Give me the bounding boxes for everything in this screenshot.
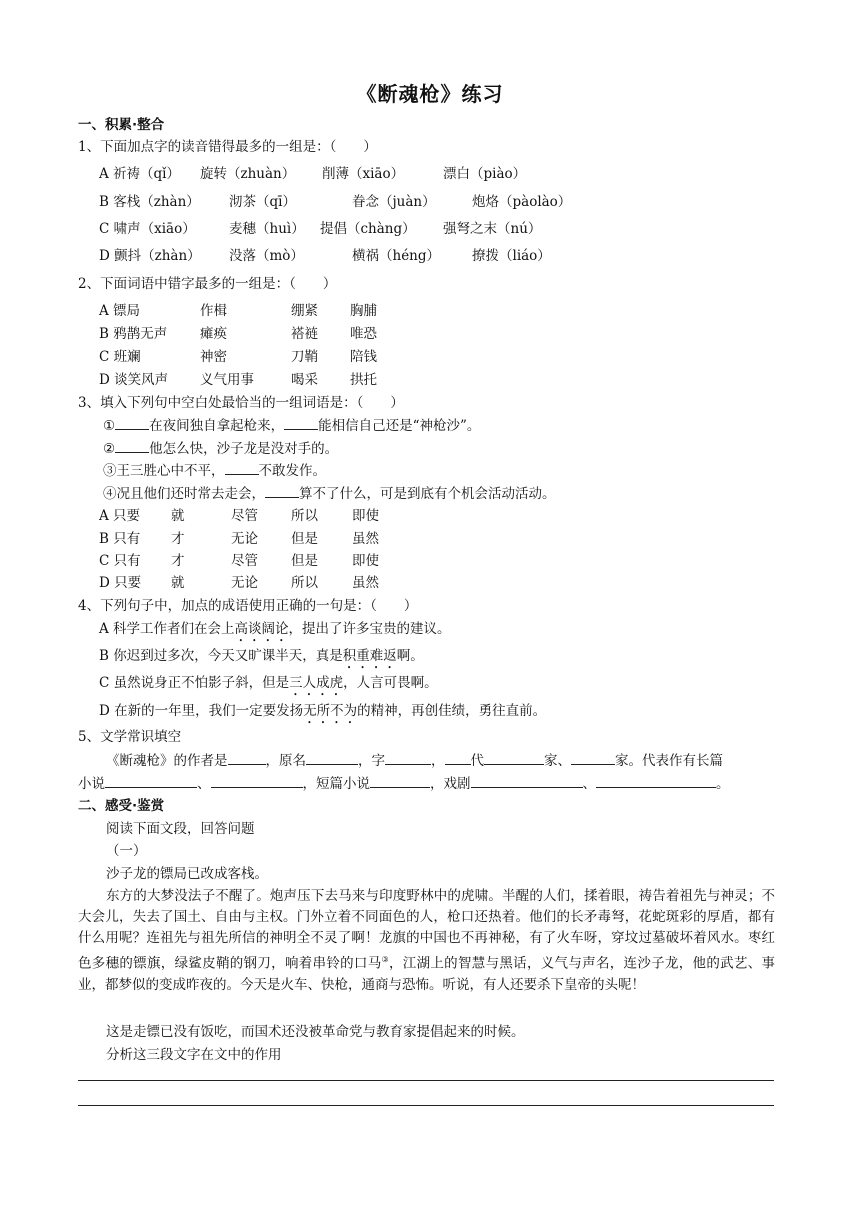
blank (284, 415, 318, 430)
blank (596, 773, 716, 788)
blank (306, 750, 358, 765)
q2-a-2: 作楫 (200, 303, 227, 319)
q3-a-4: 所以 (291, 508, 318, 524)
q4-b-text2: 啊。 (396, 648, 424, 664)
section-heading-1: 一、积累·整合 (78, 117, 165, 133)
q4-c-text2: ，人言可畏啊。 (343, 675, 438, 691)
q5-line-1 (106, 750, 723, 771)
q1-c-2: 麦穗（huì） (229, 221, 305, 237)
q5-text: ，字 (358, 753, 385, 769)
reading-paragraph-3: 这是走镖已没有饭吃，而国术还没被革命党与教育家提倡起来的时候。 (106, 1024, 525, 1040)
q1-a-2: 旋转（zhuàn） (200, 166, 296, 182)
q4-option-c (99, 673, 438, 699)
blank (471, 773, 583, 788)
q4-d-idiom: 无所不为 (303, 703, 358, 719)
q1-stem: 1、下面加点字的读音错得最多的一组是：（ ） (78, 139, 377, 155)
blank (370, 773, 430, 788)
q5-text: ，原名 (265, 753, 306, 769)
q3-s4-text: ④况且他们还时常去走会， (103, 486, 265, 502)
reading-paragraph-2 (78, 886, 775, 996)
blank (211, 773, 303, 788)
q4-a-idiom: 高谈阔论 (234, 621, 289, 637)
q2-c-3: 刀鞘 (291, 349, 318, 365)
q1-b-4: 炮烙（pàolào） (472, 194, 572, 210)
blank (571, 750, 615, 765)
q5-text: 家。代表作有长篇 (615, 753, 723, 769)
q3-d-5: 虽然 (352, 575, 379, 591)
q2-c-4: 陪钱 (350, 349, 377, 365)
q3-sentence-1 (103, 415, 480, 436)
q1-c-3: 提倡（chàng） (320, 221, 416, 237)
q5-text: 、 (582, 776, 596, 792)
q1-a-4: 漂白（piào） (443, 166, 527, 182)
q1-c-1: C 啸声（xiāo） (99, 221, 196, 237)
q2-stem: 2、下面词语中错字最多的一组是：（ ） (78, 276, 337, 292)
q2-a-4: 胸脯 (350, 303, 377, 319)
q5-text: 小说 (78, 776, 105, 792)
q2-c-2: 神密 (200, 349, 227, 365)
reading-part-label: （一） (106, 843, 147, 859)
q4-d-text: D 在新的一年里，我们一定要发扬 (99, 703, 304, 719)
q4-option-a (99, 619, 451, 645)
q3-s2-text: 他怎么快，沙子龙是没对手的。 (149, 441, 339, 457)
paragraph-text: ，江湖上的智慧与黑话，义气与声名，连沙子龙，他的武艺、事业，都梦似的变成昨夜的。今天是火车、快枪，通商与恐怖。听说，有人还要杀下皇帝的头呢！ (78, 955, 776, 993)
q5-text: 。 (716, 776, 730, 792)
q2-d-4: 拱托 (350, 372, 377, 388)
blank (445, 750, 471, 765)
q3-b-2: 才 (171, 531, 185, 547)
q4-stem: 4、下列句子中，加点的成语使用正确的一句是：（ ） (78, 598, 418, 614)
q4-option-b (99, 646, 424, 672)
blank (225, 460, 259, 475)
q1-a-1: A 祈祷（qǐ） (99, 166, 180, 182)
blank (265, 483, 299, 498)
q3-s2-num: ② (103, 441, 116, 457)
q1-d-3: 横祸（héng） (352, 248, 441, 264)
reading-intro: 阅读下面文段，回答问题 (106, 821, 255, 837)
q3-c-4: 但是 (291, 553, 318, 569)
reading-question: 分析这三段文字在文中的作用 (106, 1047, 282, 1063)
page-title: 《断魂枪》练习 (356, 82, 504, 106)
q3-s4-text2: 算不了什么，可是到底有个机会活动活动。 (299, 486, 556, 502)
q3-c-5: 即使 (352, 553, 379, 569)
q4-c-idiom: 三人成虎 (289, 675, 344, 691)
blank (115, 438, 149, 453)
q3-b-5: 虽然 (352, 531, 379, 547)
q2-d-1: D 谈笑风声 (99, 372, 169, 388)
blank (228, 750, 266, 765)
q2-d-3: 喝采 (291, 372, 318, 388)
section-heading-2: 二、感受·鉴赏 (78, 798, 165, 814)
q5-text: 代 (470, 753, 484, 769)
q3-b-3: 无论 (231, 531, 258, 547)
blank (385, 750, 431, 765)
footnote-marker: ③ (381, 955, 389, 964)
q3-b-4: 但是 (291, 531, 318, 547)
q3-sentence-3 (103, 460, 326, 481)
blank (115, 415, 149, 430)
q3-a-2: 就 (171, 508, 185, 524)
q5-text: ，短篇小说 (302, 776, 370, 792)
q1-d-1: D 颤抖（zhàn） (99, 248, 201, 264)
q2-b-4: 唯恐 (350, 326, 377, 342)
q3-d-2: 就 (171, 575, 185, 591)
q2-d-2: 义气用事 (200, 372, 254, 388)
q5-text: 家、 (544, 753, 571, 769)
q1-b-2: 沏茶（qī） (229, 194, 296, 210)
q2-b-2: 瘫痪 (200, 326, 227, 342)
q3-sentence-4 (103, 483, 556, 504)
answer-line[interactable] (78, 1105, 774, 1106)
q3-c-1: C 只有 (99, 553, 141, 569)
q3-b-1: B 只有 (99, 531, 141, 547)
blank (484, 750, 544, 765)
blank (105, 773, 197, 788)
q1-d-4: 撩拨（liáo） (472, 248, 551, 264)
q3-s1-text2: 能相信自己还是“神枪沙”。 (318, 418, 481, 434)
q3-s3-text: ③王三胜心中不平， (103, 463, 225, 479)
q3-stem: 3、填入下列句中空白处最恰当的一组词语是：（ ） (78, 395, 404, 411)
q3-a-5: 即使 (352, 508, 379, 524)
q3-sentence-2 (103, 438, 338, 459)
q3-a-1: A 只要 (99, 508, 141, 524)
q4-b-text: B 你迟到过多次，今天又旷课半天，真是 (99, 648, 343, 664)
q3-d-1: D 只要 (99, 575, 142, 591)
q4-b-idiom: 积重难返 (342, 648, 397, 664)
q5-text: ，戏剧 (430, 776, 471, 792)
q3-d-3: 无论 (231, 575, 258, 591)
q3-c-3: 尽管 (231, 553, 258, 569)
q5-stem: 5、文学常识填空 (78, 729, 182, 745)
q4-option-d (99, 701, 546, 727)
q3-s1-text: 在夜间独自拿起枪来， (149, 418, 285, 434)
q4-a-text: A 科学工作者们在会上 (99, 621, 235, 637)
q1-c-4: 强弩之末（nú） (443, 221, 542, 237)
q1-b-1: B 客栈（zhàn） (99, 194, 200, 210)
q1-b-3: 眷念（juàn） (352, 194, 436, 210)
q3-s3-text2: 不敢发作。 (258, 463, 326, 479)
q3-d-4: 所以 (291, 575, 318, 591)
q3-s1-num: ① (103, 418, 116, 434)
q4-d-text2: 的精神，再创佳绩，勇往直前。 (357, 703, 547, 719)
q4-a-text2: ，提出了许多宝贵的建议。 (288, 621, 451, 637)
reading-paragraph-1: 沙子龙的镖局已改成客栈。 (106, 866, 268, 882)
q2-b-3: 褡裢 (291, 326, 318, 342)
q5-text: ， (431, 753, 445, 769)
q2-b-1: B 鸦鹊无声 (99, 326, 168, 342)
q1-a-3: 削薄（xiāo） (322, 166, 405, 182)
answer-line[interactable] (78, 1080, 774, 1081)
q5-text: 《断魂枪》的作者是 (106, 753, 228, 769)
q5-text: 、 (197, 776, 211, 792)
q1-d-2: 没落（mò） (229, 248, 304, 264)
q4-c-text: C 虽然说身正不怕影子斜，但是 (99, 675, 290, 691)
paragraph-text: 东方的大梦没法子不醒了。炮声压下去马来与印度野林中的虎啸。半醒的人们，揉着眼，祷告着祖先与神灵；不大会儿，失去了国土、自由与主权。门外立着不同面色的人，枪口还热着。他们的长矛毒弩，花蛇斑彩的厚盾，都有什么用呢？连祖先与祖先所信的神明全不灵了啊！龙旗的中国也不再神秘，有了火车呀，穿坟过墓破坏着风水。枣红色多穗的镖旗，绿鲨皮鞘的钢刀，响着串铃的口马 (78, 888, 775, 972)
q2-c-1: C 班斓 (99, 349, 141, 365)
q3-a-3: 尽管 (231, 508, 258, 524)
q2-a-1: A 镖局 (99, 303, 141, 319)
q2-a-3: 绷紧 (291, 303, 318, 319)
q5-line-2 (78, 773, 730, 794)
q3-c-2: 才 (171, 553, 185, 569)
